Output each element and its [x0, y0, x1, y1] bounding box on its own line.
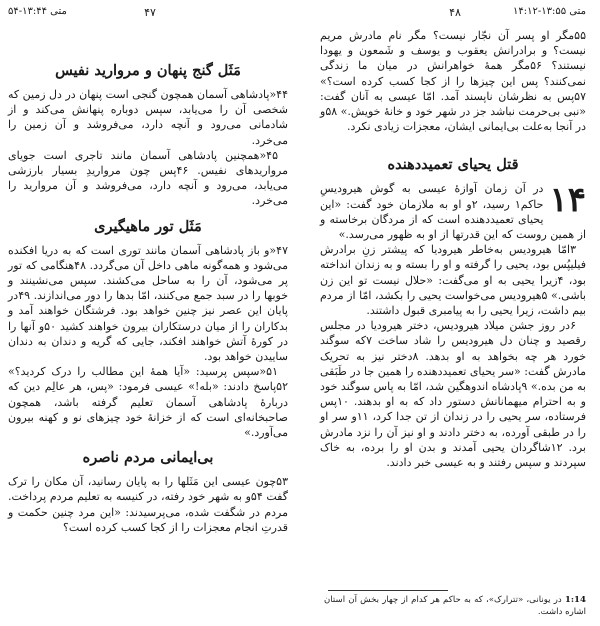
footnote-text: در یونانی، «تترارک»، که به حاکم هر کدام از چهار بخش آن استان اشاره داشت. [324, 595, 586, 617]
header-book-range: متی ۱۳:۴۴-۵۴ [8, 6, 67, 17]
footnote-divider [328, 590, 448, 591]
text-column [8, 28, 288, 535]
section-heading: مَثَل تور ماهیگیری [94, 217, 202, 235]
footnote-ref: 1:14 [564, 595, 586, 605]
verse-paragraph: ۵۵مگر او پسر آن نجّار نیست؟ مگر نام مادرش مریم نیست؟ و برادرانش یعقوب و یوسف و شَمعون و یهودا نیستند؟ ۵۶مگر همهٔ خواهرانش در میان ما زندگی نمی‌کنند؟ پس این چیزها را از کجا کسب کرده است؟» ۵۷پس به نظرشان ناپسند آمد. امّا عیسی به آنان گفت: «نبی بی‌حرمت نباشد جز در شهر خود و خانهٔ خویش.» ۵۸و در آنجا به‌علت بی‌ایمانی ایشان، معجزات زیادی نکرد. [320, 29, 586, 134]
footnote [324, 594, 586, 618]
verse-paragraph: ۴۷«و باز پادشاهی آسمان مانند توری است که به دریا افکنده می‌شود و همه‌گونه ماهی داخل آن می‌گردد. ۴۸هنگامی که تور پر می‌شود، آن را به ساحل می‌کشند. سپس می‌نشینند و خوبها را در سبد جمع می‌کنند، امّا بدها را دور می‌اندازند. ۴۹در پایان این عصر نیز چنین خواهد بود. فرشتگان خواهند آمد و بدکاران را از میان درستکاران بیرون خواهند کشید ۵۰و آنها را در کورهٔ آتش خواهند افکند، جایی که گریه و دندان به دندان ساییدن خواهد بود. [8, 243, 288, 364]
right-page [310, 0, 600, 626]
running-header [0, 6, 300, 22]
page-number: ۴۸ [449, 6, 461, 19]
chapter-number: ۱۴ [549, 180, 586, 221]
section-heading: بی‌ایمانی مردم ناصره [82, 449, 214, 467]
section-heading: مَثَل گنج پنهان و مروارید نفیس [55, 62, 241, 79]
verse-paragraph: ۴۵«همچنین پادشاهی آسمان مانند تاجری است جویای مرواریدهای نفیس. ۴۶پس چون مرواریدِ بسیار بارزشی می‌یابد، می‌رود و آنچه دارد، می‌فروشد و آن مروارید را می‌خرد. [8, 148, 289, 208]
header-book-range: متی ۱۳:۵۵-۱۴:۱۲ [513, 6, 586, 17]
running-header [310, 6, 600, 22]
verse-paragraph: ۴۴«پادشاهی آسمان همچون گنجی است پنهان در دل زمین که شخصی آن را می‌یابد، سپس دوباره پنهانش می‌کند و از شادمانی می‌رود و آنچه دارد، می‌فروشد و آن زمین را می‌خرد. [8, 88, 288, 147]
verse-paragraph: ۳امّا هیرودیس به‌خاطر هیرودیا که پیشتر زنِ برادرش فیلیپُس بود، یحیی را گرفته و او را بسته و به زندان انداخته بود، ۴زیرا یحیی به او می‌گفت: «حلال نیست تو این زن باشی.» ۵هیرودیس می‌خواست یحیی را بکشد، امّا از مردم بیم داشت، زیرا یحیی را به پیامبری قبول داشتند. [320, 243, 586, 318]
verse-paragraph: ۵۳چون عیسی این مَثَلها را به پایان رسانید، آن مکان را ترک گفت ۵۴و به شهر خود رفته، در کنیسه به تعلیم مردم پرداخت. مردم در شگفت شده، می‌پرسیدند: «این مرد چنین حکمت و قدرتِ انجام معجزات را از کجا کسب کرده است؟ [8, 475, 288, 534]
section-heading: قتل یحیای تعمیددهنده [387, 156, 519, 174]
page-number: ۴۷ [144, 6, 156, 19]
text-column [320, 28, 586, 470]
verse-paragraph: ۶در روز جشن میلاد هیرودیس، دختر هیرودیا در مجلس رقصید و چنان دل هیرودیس را شاد ساخت ۷که سوگند خورد هر چه بخواهد به او بدهد. ۸دختر نیز به تحریک مادرش گفت: «سر یحیای تعمیددهنده را همین جا در طَبَقی به من بده.» ۹پادشاه اندوهگین شد، امّا به پاس سوگند خود و به احترام میهمانانش دستور داد که به او بدهند. ۱۰پس فرستاده، سر یحیی را در زندان از تن جدا کرد، ۱۱و سر او را در طبقی آورده، به دختر دادند و او نیز آن را نزد مادرش برد. ۱۲شاگردان یحیی آمدند و بدن او را برده، به خاک سپردند و سپس رفتند و به عیسی خبر دادند. [320, 319, 587, 470]
verse-paragraph: در آن زمان آوازهٔ عیسی به گوش هیرودیسِ حاکم۱ رسید، ۲و او به ملازمان خود گفت: «این یحیای تعمیددهنده است که از مردگان برخاسته و از همین روست که این قدرتها از او به ظهور می‌رسد.» [320, 182, 586, 242]
verse-paragraph: ۵۱«سپس پرسید: «آیا همهٔ این مطالب را درک کردید؟» ۵۲پاسخ دادند: «بله!» عیسی فرمود: «پس، هر عالِم دین که دربارهٔ پادشاهی آسمان تعلیم گرفته باشد، همچون صاحبخانه‌ای است که از خزانهٔ خود چیزهای نو و کهنه بیرون می‌آورد.» [8, 365, 288, 440]
